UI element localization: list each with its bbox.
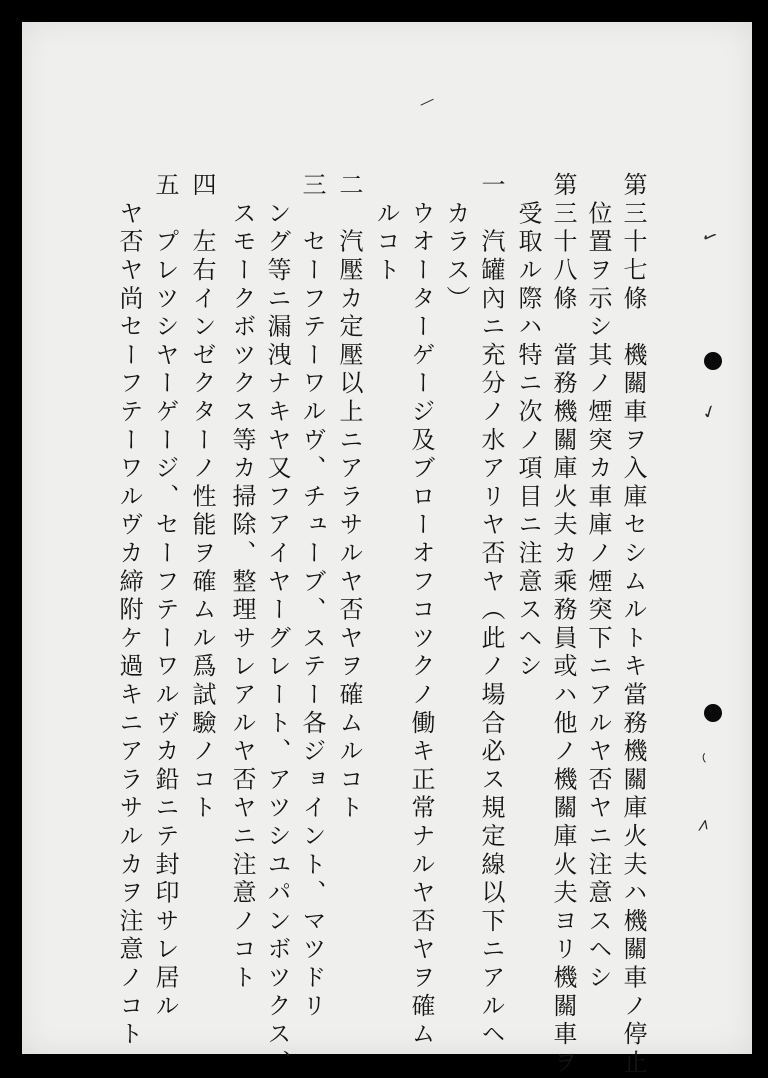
paper-mark-icon: ✓: [697, 224, 722, 251]
item-1-line-2: カラス）: [442, 172, 470, 314]
item-3-line-1: 三 セーフテーワルヴ、チューブ、ステー各ジョイント、マツドリ: [298, 172, 326, 1021]
item-4-line-1: 四 左右インゼクターノ性能ヲ確ムル爲試驗ノコト: [188, 172, 216, 823]
item-2-line-1: 二 汽壓カ定壓以上ニアラサルヤ否ヤヲ確ムルコト: [335, 172, 363, 823]
paper-mark-icon: ✓: [698, 400, 721, 425]
article-38-line-1: 第三十八條 當務機關庫火夫カ乘務員或ハ他ノ機關庫火夫ヨリ機關車ヲ: [549, 172, 577, 1078]
item-1-line-3: ウオーターゲージ及ブローオフコツクノ働キ正常ナルヤ否ヤヲ確ム: [407, 172, 435, 1050]
paper-mark-icon: ⩘: [695, 813, 709, 836]
document-page: [22, 22, 752, 1078]
item-3-line-2: ング等ニ漏洩ナキヤ又フアイヤーグレート、アツシユパンボツクス、: [263, 172, 291, 1078]
article-37-line-1: 第三十七條 機關車ヲ入庫セシムルトキ當務機關庫火夫ハ機關車ノ停止: [619, 172, 647, 1078]
item-3-line-3: スモークボツクス等カ掃除、整理サレアルヤ否ヤニ注意ノコト: [228, 172, 256, 993]
article-38-line-2: 受取ル際ハ特ニ次ノ項目ニ注意スヘシ: [514, 172, 542, 682]
paper-mark-icon: ◟: [698, 744, 717, 765]
paper-mark-icon: ―: [417, 91, 437, 113]
item-5-line-1: 五 プレツシヤーゲージ、セーフテーワルヴカ鉛ニテ封印サレ居ル: [151, 172, 179, 1021]
item-5-line-2: ヤ否ヤ尚セーフテーワルヴカ締附ケ過キニアラサルカヲ注意ノコト: [115, 172, 143, 1050]
item-1-line-4: ルコト: [372, 172, 400, 286]
binding-hole-top: [704, 352, 722, 370]
item-1-line-1: 一 汽罐內ニ充分ノ水アリヤ否ヤ（此ノ場合必ス規定線以下ニアルヘ: [477, 172, 505, 1050]
binding-hole-bottom: [704, 704, 722, 722]
article-37-line-2: 位置ヲ示シ其ノ煙突カ車庫ノ煙突下ニアルヤ否ヤニ注意スヘシ: [584, 172, 612, 993]
